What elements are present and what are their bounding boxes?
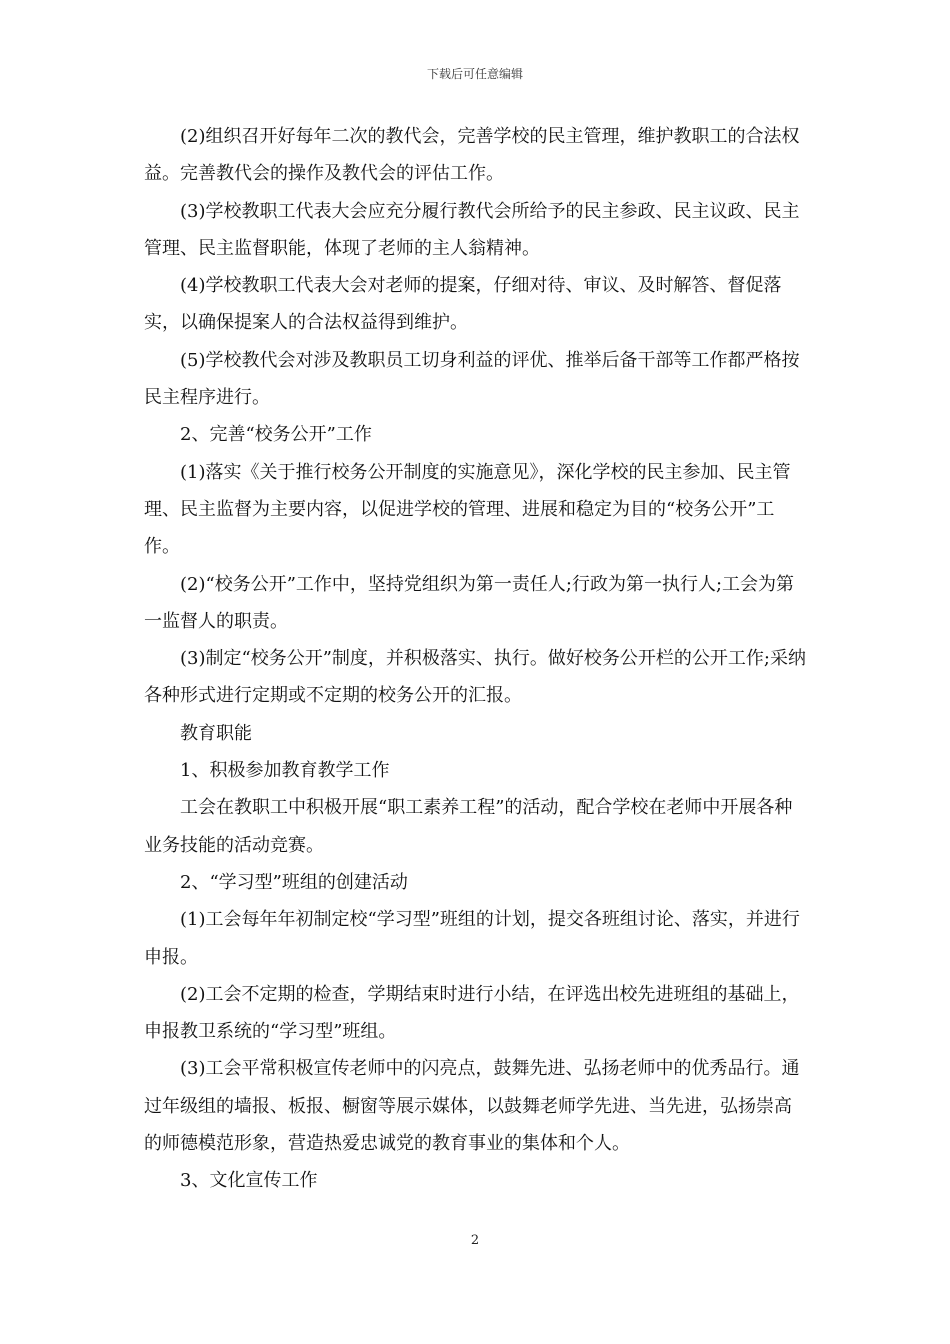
document-body (144, 118, 808, 1200)
page-header: 下载后可任意编辑 (426, 67, 523, 81)
paragraph: (2)工会不定期的检查，学期结束时进行小结，在评选出校先进班组的基础上，申报教卫系统的“学习型”班组。 (144, 983, 800, 1043)
paragraph: (3)制定“校务公开”制度，并积极落实、执行。做好校务公开栏的公开工作;采纳各种形式进行定期或不定期的校务公开的汇报。 (144, 648, 806, 707)
paragraph: (4)学校教职工代表大会对老师的提案，仔细对待、审议、及时解答、督促落实，以确保提案人的合法权益得到维护。 (144, 275, 782, 334)
paragraph: 工会在教职工中积极开展“职工素养工程”的活动，配合学校在老师中开展各种业务技能的活动竞赛。 (144, 797, 793, 856)
paragraph: (2)“校务公开”工作中，坚持党组织为第一责任人;行政为第一执行人;工会为第一监督人的职责。 (144, 573, 795, 632)
paragraph: (3)学校教职工代表大会应充分履行教代会所给予的民主参政、民主议政、民主管理、民主监督职能，体现了老师的主人翁精神。 (144, 200, 800, 259)
page-number: 2 (470, 1233, 480, 1248)
paragraph: (1)落实《关于推行校务公开制度的实施意见》，深化学校的民主参加、民主管理、民主监督为主要内容，以促进学校的管理、进展和稳定为目的“校务公开”工作。 (144, 461, 791, 558)
paragraph: (2)组织召开好每年二次的教代会，完善学校的民主管理，维护教职工的合法权益。完善教代会的操作及教代会的评估工作。 (144, 126, 800, 185)
paragraph: 2、完善“校务公开”工作 (180, 424, 372, 446)
paragraph: (3)工会平常积极宣传老师中的闪亮点，鼓舞先进、弘扬老师中的优秀品行。通过年级组的墙报、板报、橱窗等展示媒体，以鼓舞老师学先进、当先进，弘扬崇高的师德模范形象，营造热爱忠诚党的教育事业的集体和个人。 (144, 1058, 800, 1155)
paragraph: 2、“学习型”班组的创建活动 (180, 871, 408, 893)
paragraph: 1、积极参加教育教学工作 (180, 760, 390, 782)
paragraph: 教育职能 (180, 722, 252, 744)
paragraph: (5)学校教代会对涉及教职员工切身利益的评优、推举后备干部等工作都严格按民主程序进行。 (144, 349, 800, 409)
paragraph: (1)工会每年年初制定校“学习型”班组的计划，提交各班组讨论、落实，并进行申报。 (144, 909, 800, 968)
paragraph: 3、文化宣传工作 (180, 1170, 318, 1192)
